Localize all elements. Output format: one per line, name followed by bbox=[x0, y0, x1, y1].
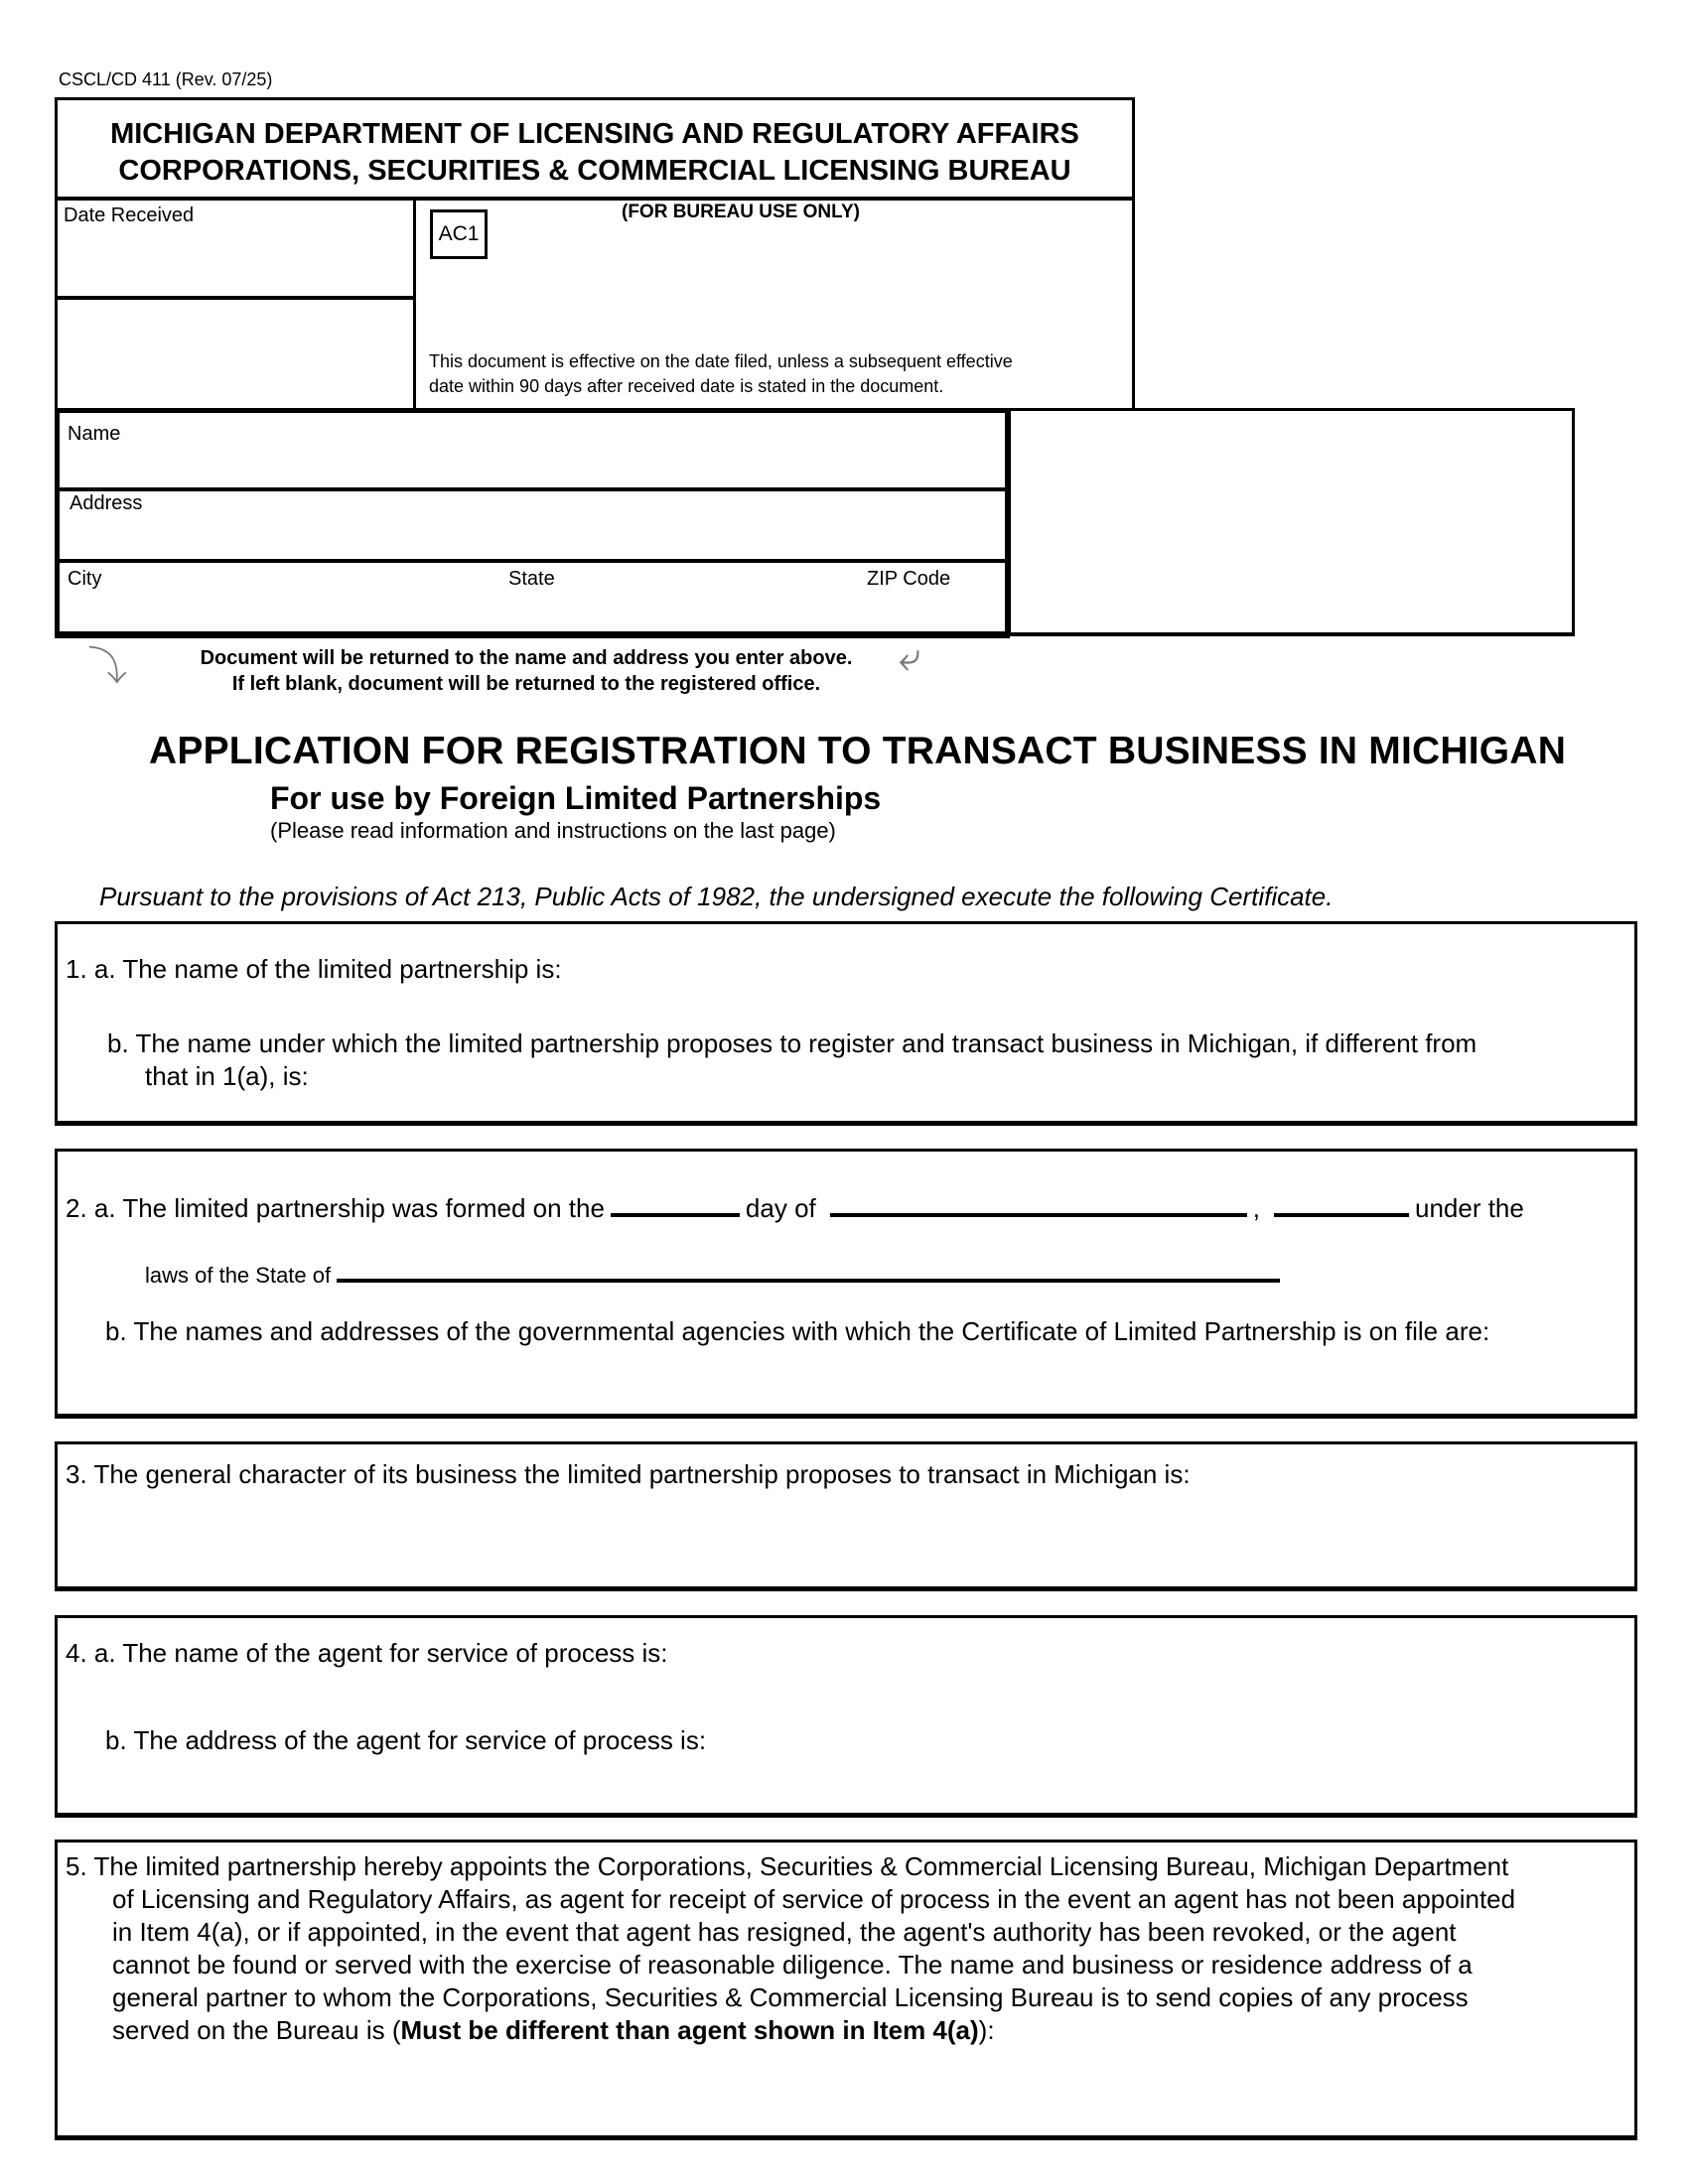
item-5-text-post: ): bbox=[978, 2015, 995, 2045]
divider bbox=[60, 559, 1005, 563]
zip-field[interactable] bbox=[814, 592, 993, 627]
item-3-box[interactable] bbox=[55, 1441, 1637, 1591]
return-address-box bbox=[55, 408, 1010, 638]
formation-day-field[interactable] bbox=[611, 1191, 740, 1217]
curved-arrow-right-icon: ⤶ bbox=[899, 635, 921, 679]
curved-arrow-left-icon: ⤵ bbox=[87, 645, 127, 689]
item-5-line: 5. The limited partnership hereby appoints the Corporations, Securities & Commercial Licensing Bureau, Michigan Department bbox=[66, 1851, 1509, 1881]
state-label: State bbox=[508, 568, 555, 590]
pursuant-statement: Pursuant to the provisions of Act 213, Public Acts of 1982, the undersigned execute the following Certificate. bbox=[99, 882, 1334, 911]
item-3-label: 3. The general character of its business the limited partnership proposes to transact in Michigan is: bbox=[66, 1459, 1191, 1489]
divider bbox=[413, 199, 416, 410]
item-2b-label: b. The names and addresses of the governmental agencies with which the Certificate of Limited Partnership is on file are: bbox=[105, 1316, 1490, 1346]
name-label: Name bbox=[68, 423, 121, 445]
item-2b-field[interactable] bbox=[105, 1355, 1595, 1410]
bureau-stamp-box bbox=[1008, 408, 1575, 636]
day-of-label: day of bbox=[745, 1193, 816, 1223]
return-note bbox=[164, 645, 889, 697]
effective-note-line: date within 90 days after received date is stated in the document. bbox=[429, 376, 944, 396]
agency-name: MICHIGAN DEPARTMENT OF LICENSING AND REGULATORY AFFAIRS bbox=[110, 118, 1079, 150]
agency-header bbox=[55, 97, 1135, 201]
form-subtitle: For use by Foreign Limited Partnerships bbox=[270, 780, 882, 816]
item-2a-laws-line bbox=[145, 1257, 1286, 1289]
date-received-label: Date Received bbox=[64, 205, 195, 226]
formation-month-field[interactable] bbox=[830, 1191, 1247, 1217]
formation-year-field[interactable] bbox=[1274, 1191, 1409, 1217]
form-id: CSCL/CD 411 (Rev. 07/25) bbox=[59, 69, 273, 89]
item-2a-line bbox=[66, 1191, 1524, 1224]
under-the-label: under the bbox=[1414, 1193, 1524, 1223]
return-note-line: If left blank, document will be returned to the registered office. bbox=[231, 673, 821, 695]
state-field[interactable] bbox=[556, 592, 794, 627]
agent-name-field[interactable] bbox=[105, 1673, 1595, 1722]
effective-note-line: This document is effective on the date filed, unless a subsequent effective bbox=[429, 351, 1013, 371]
item-1b-label: b. The name under which the limited partnership proposes to register and transact business in Michigan, if different from bbox=[107, 1028, 1477, 1058]
effective-date-note bbox=[429, 349, 1013, 399]
form-title: APPLICATION FOR REGISTRATION TO TRANSACT BUSINESS IN MICHIGAN bbox=[149, 730, 1567, 772]
item-1a-label: 1. a. The name of the limited partnership is: bbox=[66, 954, 562, 984]
item-4-box bbox=[55, 1615, 1637, 1818]
date-received-field[interactable] bbox=[58, 300, 413, 409]
item-1-box[interactable] bbox=[55, 921, 1637, 1126]
zip-label: ZIP Code bbox=[867, 568, 951, 590]
address-field[interactable] bbox=[68, 516, 991, 554]
item-5-line: of Licensing and Regulatory Affairs, as agent for receipt of service of process in the event an agent has not been appointed bbox=[112, 1884, 1516, 1914]
bureau-use-only-label: (FOR BUREAU USE ONLY) bbox=[622, 202, 860, 222]
item-5-text-pre: served on the Bureau is ( bbox=[112, 2015, 401, 2045]
item-5-line: in Item 4(a), or if appointed, in the event that agent has resigned, the agent's authority has been revoked, or the agent bbox=[112, 1917, 1457, 1947]
agent-address-field[interactable] bbox=[105, 1762, 1595, 1807]
ac1-code-box: AC1 bbox=[430, 209, 488, 259]
item-4a-label: 4. a. The name of the agent for service of process is: bbox=[66, 1638, 668, 1668]
item-5-text bbox=[66, 1850, 1515, 2047]
return-note-line: Document will be returned to the name and address you enter above. bbox=[200, 647, 853, 669]
city-label: City bbox=[68, 568, 102, 590]
item-5-line bbox=[66, 2014, 1515, 2047]
item-5-line: cannot be found or served with the exercise of reasonable diligence. The name and business or residence address of a bbox=[112, 1950, 1473, 1979]
item-2a-label: 2. a. The limited partnership was formed on the bbox=[66, 1193, 605, 1223]
laws-of-state-label: laws of the State of bbox=[145, 1263, 332, 1288]
item-5-box[interactable] bbox=[55, 1840, 1637, 2140]
divider bbox=[60, 487, 1005, 491]
name-field[interactable] bbox=[68, 447, 991, 482]
item-5-line: general partner to whom the Corporations, Securities & Commercial Licensing Bureau is to send copies of any process bbox=[112, 1982, 1469, 2012]
state-of-formation-field[interactable] bbox=[337, 1257, 1280, 1283]
city-field[interactable] bbox=[68, 592, 544, 627]
comma: , bbox=[1252, 1193, 1260, 1223]
bureau-name: CORPORATIONS, SECURITIES & COMMERCIAL LICENSING BUREAU bbox=[118, 155, 1071, 187]
item-4b-label: b. The address of the agent for service of process is: bbox=[105, 1725, 707, 1755]
address-label: Address bbox=[70, 492, 143, 514]
instructions-note: (Please read information and instructions on the last page) bbox=[270, 818, 836, 843]
item-2-box bbox=[55, 1149, 1637, 1419]
item-5-emphasis: Must be different than agent shown in Item 4(a) bbox=[400, 2015, 979, 2045]
item-1b-label-cont: that in 1(a), is: bbox=[145, 1061, 309, 1091]
divider bbox=[1132, 199, 1135, 410]
